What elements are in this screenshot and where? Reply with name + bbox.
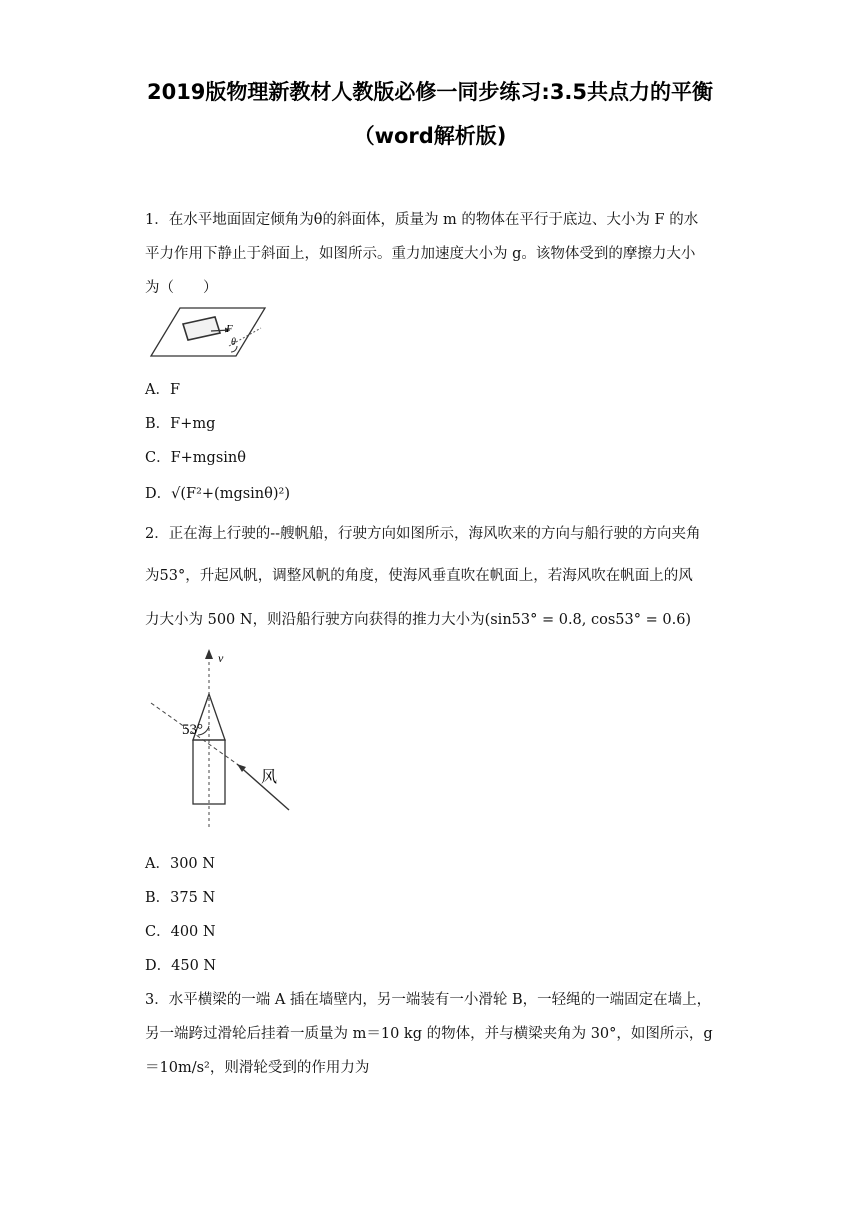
q1-option-a: A．F <box>145 382 181 398</box>
q2-option-b: B．375 N <box>145 890 216 906</box>
q3-text-line-1: 3．水平横梁的一端 A 插在墙壁内，另一端装有一小滑轮 B，一轻绳的一端固定在墙上， <box>145 992 712 1008</box>
q2-text-line-2: 为53°，升起风帆，调整风帆的角度，使海风垂直吹在帆面上，若海风吹在帆面上的风 <box>145 568 693 584</box>
q2-text-line-3: 力大小为 500 N，则沿船行驶方向获得的推力大小为(sin53° = 0.8, cos53° = 0.6) <box>145 612 692 628</box>
q2-figure-wind-label: 风 <box>261 769 278 786</box>
q1-figure-angle-label: θ <box>231 337 236 348</box>
q2-option-a: A．300 N <box>145 856 215 872</box>
q3-text-line-2: 另一端跨过滑轮后挂着一质量为 m＝10 kg 的物体，并与横梁夹角为 30°，如图所示，g <box>145 1026 713 1042</box>
q1-option-b: B．F+mg <box>145 416 216 432</box>
q1-text-line-1: 1．在水平地面固定倾角为θ的斜面体，质量为 m 的物体在平行于底边、大小为 F 的水 <box>145 212 699 228</box>
q1-option-d: D．√(F²+(mgsinθ)²) <box>145 486 291 502</box>
document-title-line-1: 2019版物理新教材人教版必修一同步练习:3.5共点力的平衡 <box>146 80 714 104</box>
q2-figure-velocity-label: v <box>218 651 224 665</box>
q1-figure-force-label: F <box>226 323 233 335</box>
q2-figure-angle-label: 53° <box>182 722 203 738</box>
q1-incline-figure <box>145 306 270 362</box>
q2-text-line-1: 2．正在海上行驶的--艘帆船，行驶方向如图所示，海风吹来的方向与船行驶的方向夹角 <box>145 526 701 542</box>
q1-text-line-2: 平力作用下静止于斜面上，如图所示。重力加速度大小为 g。该物体受到的摩擦力大小 <box>145 246 696 262</box>
q2-sailboat-figure <box>145 646 305 831</box>
q2-option-d: D．450 N <box>145 958 217 974</box>
q3-text-line-3: ＝10m/s²，则滑轮受到的作用力为 <box>145 1060 370 1076</box>
document-title-line-2: （word解析版) <box>353 124 507 148</box>
q1-option-c: C．F+mgsinθ <box>145 450 246 466</box>
q2-option-c: C．400 N <box>145 924 216 940</box>
q1-text-line-3: 为（ ） <box>145 280 218 296</box>
